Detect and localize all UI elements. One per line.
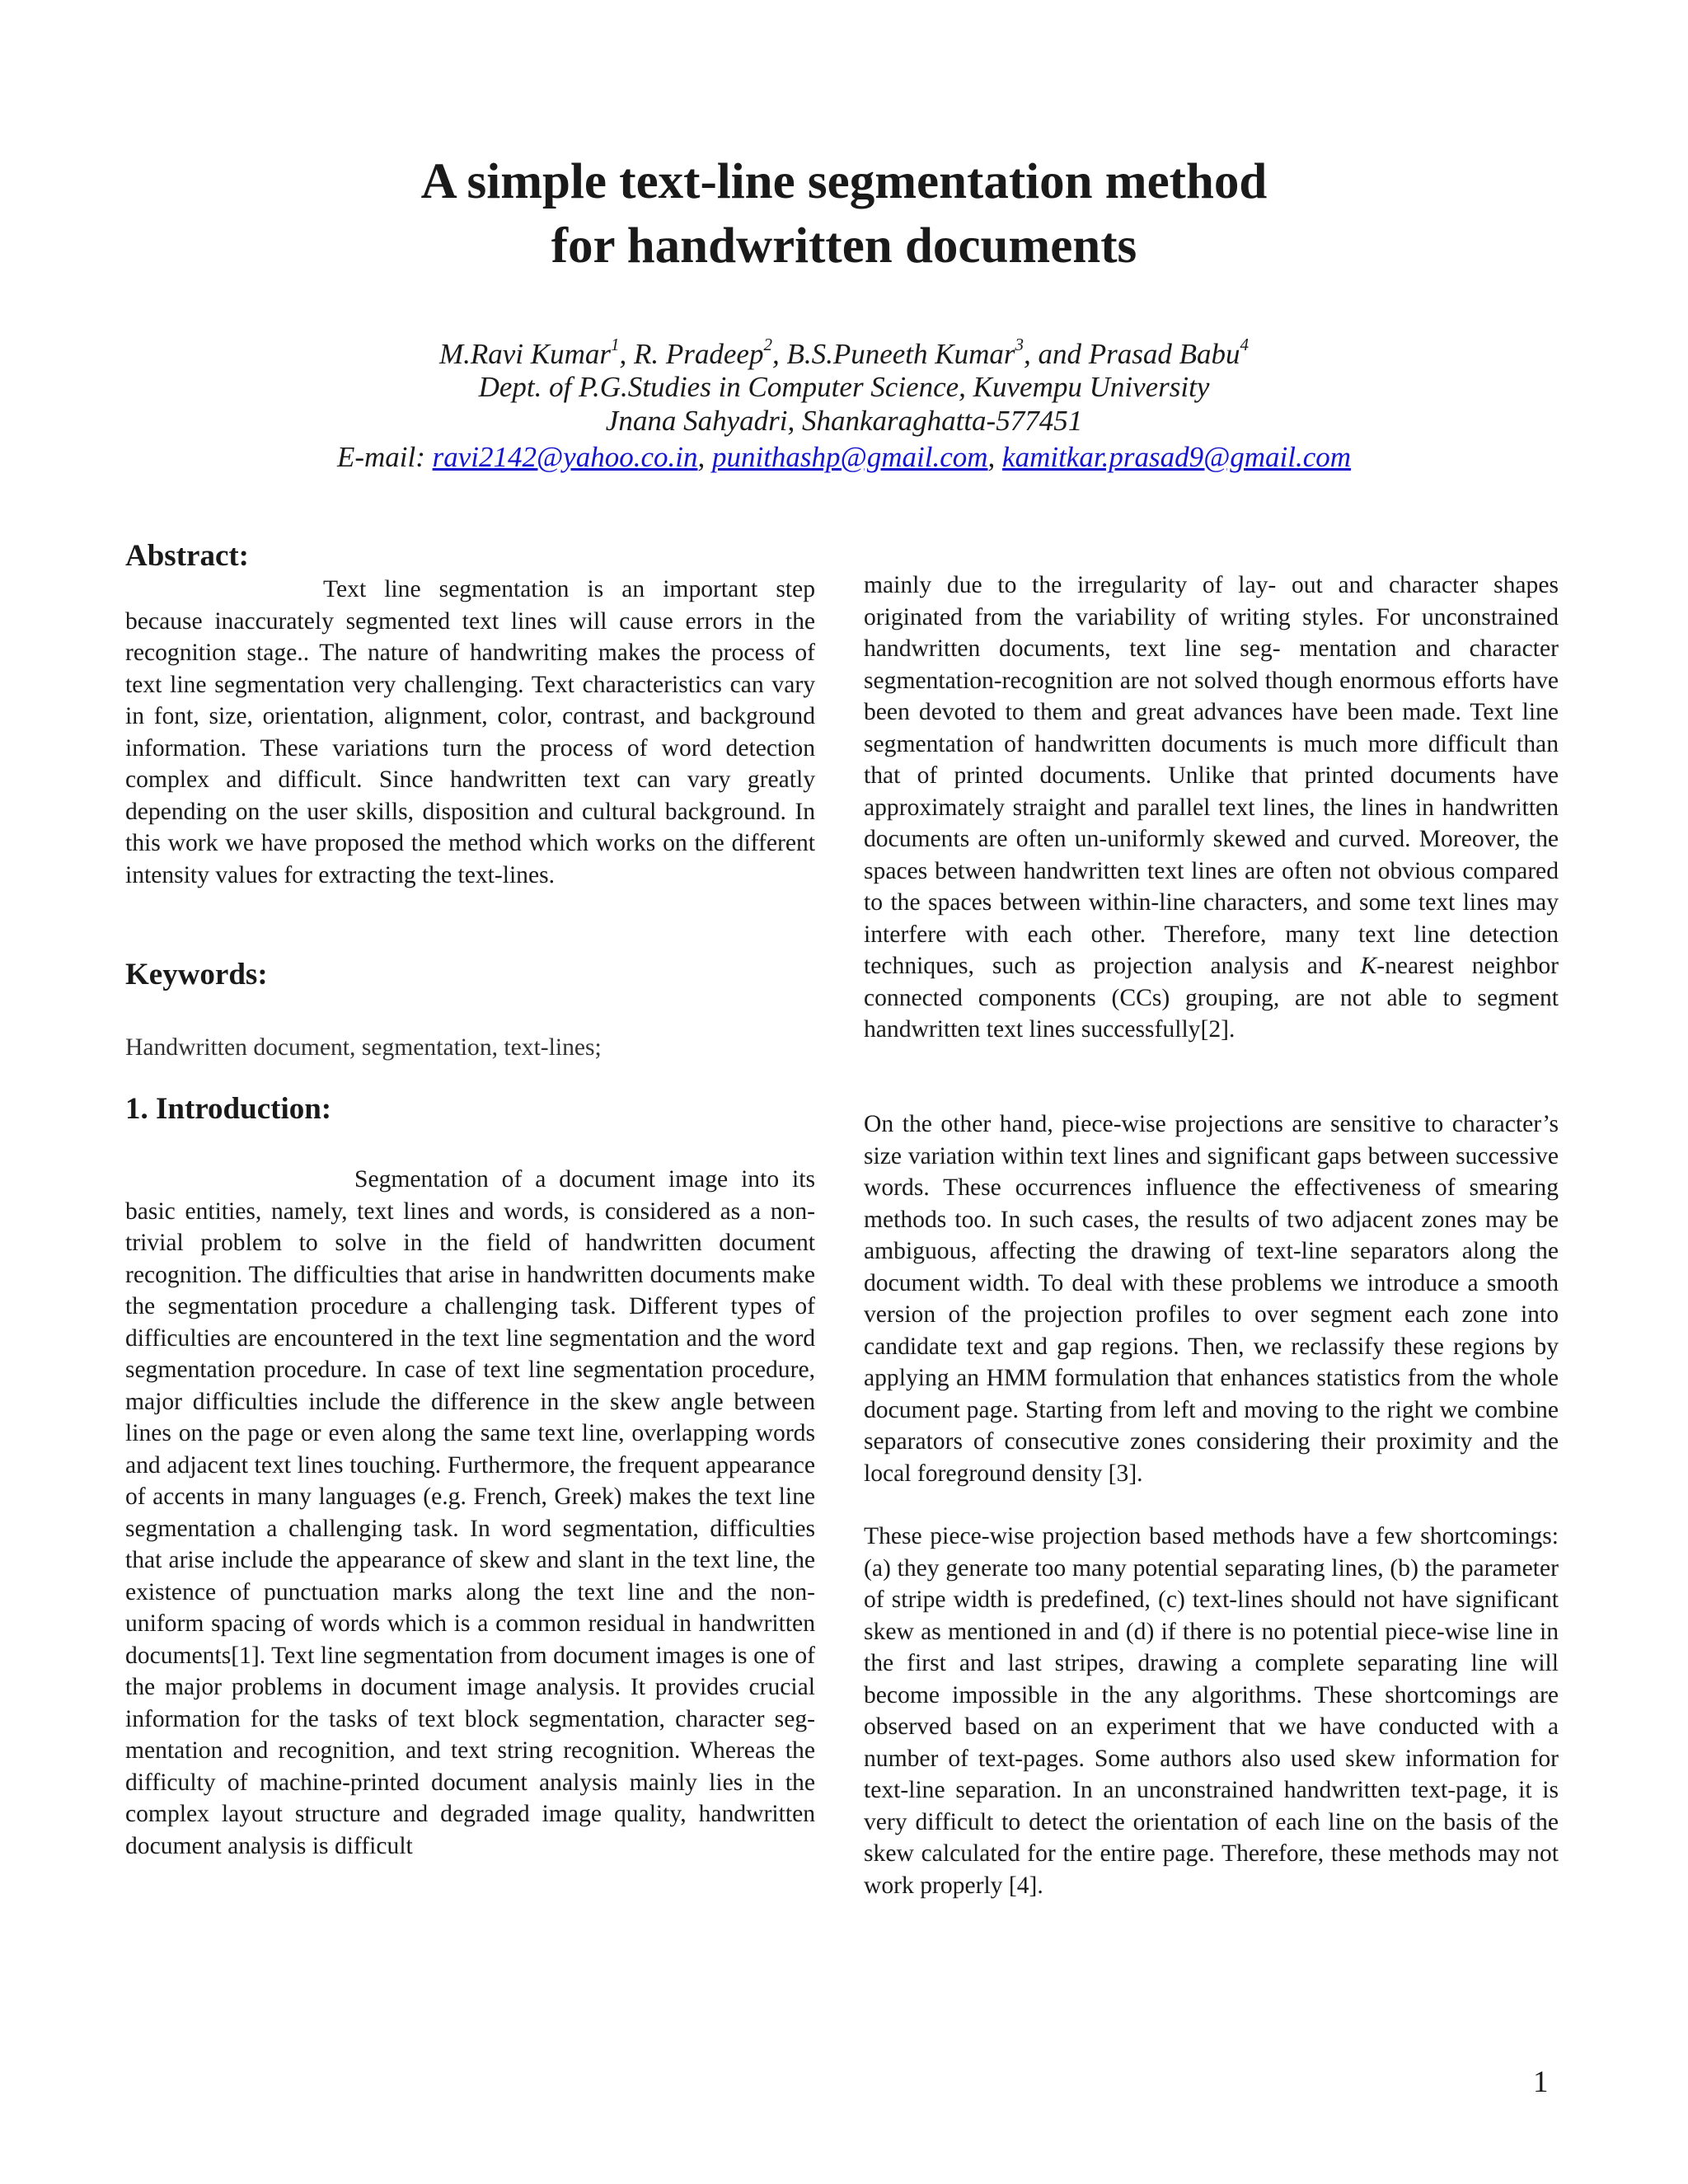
right-column-paragraph: On the other hand, piece-wise projections are sensitive to character’s size variation within text lines and significant gaps between successive words. These occurrences influence the effectiveness of smearing methods too. In such cases, the results of two adjacent zones may be ambiguous, affecting the drawing of text-line separators along the document width. To deal with these problems we introduce a smooth version of the projection profiles to over segment each zone into candidate text and gap regions. Then, we reclassify these regions by applying an HMM formulation that enhances statistics from the whole document page. Starting from left and moving to the right we combine separators of consecutive zones considering their proximity and the local foreground density [3].: [864, 1111, 1559, 1487]
keywords-heading: Keywords:: [125, 958, 268, 991]
paragraph-italic-text: K: [1360, 953, 1377, 979]
email-label: E-mail:: [336, 441, 433, 473]
email-separator: ,: [987, 441, 1003, 473]
author-affiliation-mark: 3: [1015, 335, 1025, 354]
page-number: 1: [1533, 2065, 1549, 2099]
abstract-heading: Abstract:: [125, 539, 250, 573]
author-name: , B.S.Puneeth Kumar: [771, 338, 1015, 370]
keywords-text: Handwritten document, segmentation, text-lines;: [125, 1034, 602, 1061]
paragraph-text: mainly due to the irregularity of lay- out and character shapes originated from the variability of writing styles. For unconstrained handwritten documents, text line seg- mentation and character segmentation-recognition are not solved though enormous efforts have been devoted to them and great advances have been made. Text line segmentation of handwritten documents is much more difficult than that of printed documents. Unlike that printed documents have approximately straight and parallel text lines, the lines in handwritten documents are often un-uniformly skewed and curved. Moreover, the spaces between handwritten text lines are often not obvious compared to the spaces between within-line characters, and some text lines may interfere with each other. Therefore, many text line detection techniques, such as projection analysis and: [864, 572, 1559, 979]
paper-title-line-1: A simple text-line segmentation method: [420, 154, 1268, 209]
paragraph-text: -nearest neighbor connected components (CCs) grouping, are not able to segment handwritten text lines successfully[2].: [864, 953, 1559, 1043]
author-affiliation-mark: 2: [763, 335, 772, 354]
abstract-text: Text line segmentation is an important step because inaccurately segmented text lines will cause errors in the recognition stage.. The nature of handwriting makes the process of text line segmentation very challenging. Text characteristics can vary in font, size, orientation, alignment, color, contrast, and background information. These variations turn the process of word detection complex and difficult. Since handwritten text can vary greatly depending on the user skills, disposition and cultural background. In this work we have proposed the method which works on the different intensity values for extracting the text-lines.: [125, 576, 815, 888]
author-name: M.Ravi Kumar: [438, 338, 612, 370]
introduction-heading: 1. Introduction:: [125, 1092, 332, 1126]
paper-title-line-2: for handwritten documents: [551, 218, 1137, 274]
email-separator: ,: [697, 441, 712, 473]
affiliation-department: Dept. of P.G.Studies in Computer Science, Kuvempu University: [478, 371, 1210, 403]
introduction-text: Segmentation of a document image into its basic entities, namely, text lines and words, is considered as a non-trivial problem to solve in the field of handwritten document recognition. The difficulties that arise in handwritten documents make the segmentation procedure a challenging task. Different types of difficulties are encountered in the text line segmentation and the word segmentation procedure. In case of text line segmentation procedure, major difficulties include the difference in the skew angle between lines on the page or even along the same text line, overlapping words and adjacent text lines touching. Furthermore, the frequent appearance of accents in many languages (e.g. French, Greek) makes the text line segmentation a challenging task. In word segmentation, difficulties that arise include the appearance of skew and slant in the text line, the existence of punctuation marks along the text line and the non- uniform spacing of words which is a common residual in handwritten documents[1]. Text line segmentation from document images is one of the major problems in document image analysis. It provides crucial information for the tasks of text block segmentation, character seg-mentation and recognition, and text string recognition. Whereas the difficulty of machine-printed document analysis mainly lies in the complex layout structure and degraded image quality, handwritten document analysis is difficult: [125, 1166, 815, 1859]
affiliation-address: Jnana Sahyadri, Shankaraghatta-577451: [605, 405, 1083, 437]
author-affiliation-mark: 1: [611, 335, 620, 354]
email-link[interactable]: ravi2142@yahoo.co.in: [432, 441, 698, 473]
email-line: [0, 443, 1688, 471]
email-link[interactable]: punithashp@gmail.com: [711, 441, 988, 473]
email-link[interactable]: kamitkar.prasad9@gmail.com: [1002, 441, 1352, 473]
author-name: , R. Pradeep: [619, 338, 764, 370]
author-name: , and Prasad Babu: [1024, 338, 1240, 370]
author-list: [0, 335, 1688, 370]
author-affiliation-mark: 4: [1240, 335, 1250, 354]
right-column-paragraph: [864, 569, 1559, 1046]
right-column-paragraph: These piece-wise projection based methods have a few shortcomings: (a) they generate too many potential separating lines, (b) the parameter of stripe width is predefined, (c) text-lines should not have significant skew as mentioned in and (d) if there is no potential piece-wise line in the first and last stripes, drawing a complete separating line will become impossible in the any algorithms. These shortcomings are observed based on an experiment that we have conducted with a number of text-pages. Some authors also used skew information for text-line separation. In an unconstrained handwritten text-page, it is very difficult to detect the orientation of each line on the basis of the skew calculated for the entire page. Therefore, these methods may not work properly [4].: [864, 1523, 1559, 1899]
